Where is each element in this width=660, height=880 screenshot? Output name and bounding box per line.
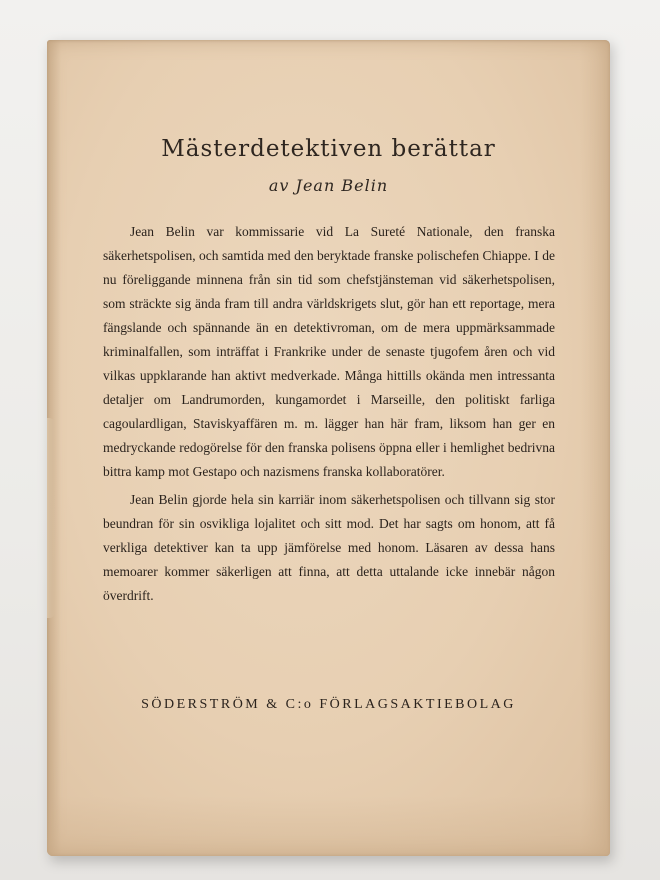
book-title: Mästerdetektiven berättar — [161, 136, 496, 162]
spine-tear — [47, 418, 55, 618]
publisher-name: SÖDERSTRÖM & C:o FÖRLAGSAKTIEBOLAG — [141, 697, 516, 712]
book-back-cover — [47, 40, 610, 856]
blurb-text — [103, 220, 555, 608]
blurb-paragraph-1: Jean Belin var kommissarie vid La Sureté Nationale, den franska säkerhetspolisen, och samtida med den beryktade franske polischefen Chiappe. I de nu föreliggande minnena från sin tid som chefstjänsteman vid säkerhetspolisen, som sträckte sig ända fram till andra världskrigets slut, gör han ett reportage, mera fängslande och spännande än en detektivroman, om de mera uppmärksammade kriminalfallen, som inträffat i Frankrike under de senaste tjugofem åren och vid vilkas uppklarande han aktivt medverkade. Många hittills okända men intressanta detaljer om Landrumorden, kungamordet i Marseille, den politiskt farliga cagoulardligan, Staviskyaffären m. m. lägger han här fram, liksom han ger en medryckande redogörelse för den franska polisens öppna eller i hemlighet bedrivna bittra kamp mot Gestapo och nazismens franska kollaboratörer. — [103, 224, 555, 479]
bottom-stain — [47, 796, 610, 856]
edge-stain — [580, 40, 610, 856]
book-author: av Jean Belin — [268, 176, 389, 195]
blurb-paragraph-2: Jean Belin gjorde hela sin karriär inom säkerhetspolisen och tillvann sig stor beundran för sin osvikliga lojalitet och sitt mod. Det har sagts om honom, att få verkliga detektiver kan ta upp jämförelse med honom. Läsaren av dessa hans memoarer kommer säkerligen att finna, att detta uttalande icke innebär någon överdrift. — [103, 492, 555, 603]
